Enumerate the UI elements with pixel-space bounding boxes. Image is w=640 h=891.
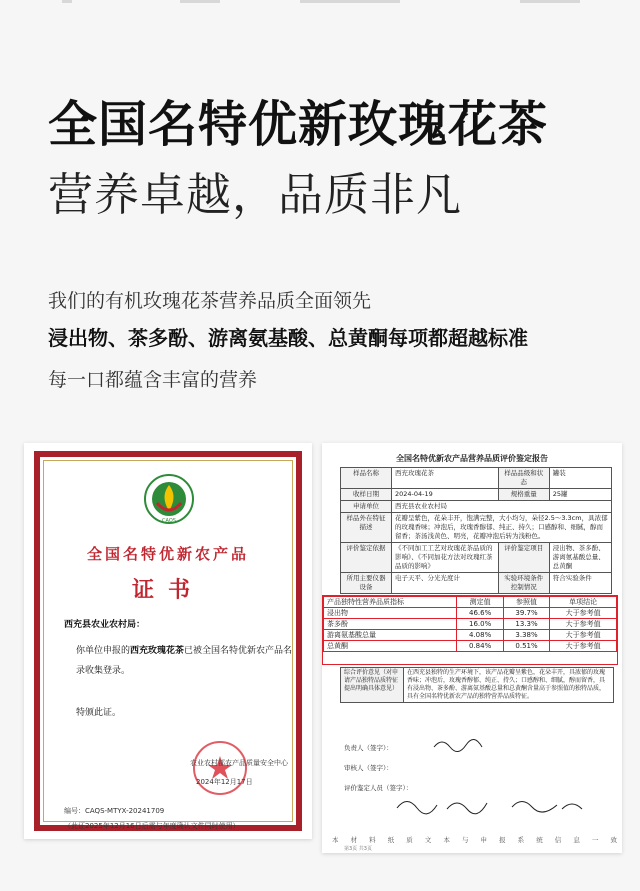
table-header-cell: 产品独特性营养品质指标 — [324, 597, 457, 608]
table-cell: 0.51% — [503, 641, 549, 652]
table-cell: 3.38% — [503, 630, 549, 641]
signature-line-1: 负责人（签字）： — [344, 744, 393, 752]
intro-line-2: 浸出物、茶多酚、游离氨基酸、总黄酮每项都超越标准 — [48, 326, 528, 350]
table-cell: 罐装 — [549, 468, 611, 489]
certificate-body — [76, 641, 296, 681]
report-title: 全国名特优新农产品营养品质评价鉴定报告 — [396, 454, 548, 463]
report-footer: 本 材 料 纸 质 文 本 与 申 报 系 统 信 息 一 致 — [332, 836, 622, 844]
table-cell: 浸出物 — [324, 608, 457, 619]
headline: 全国名特优新玫瑰花茶 — [48, 96, 549, 153]
certificate-subtitle: 证书 — [131, 578, 204, 603]
table-cell: 实验环境条件控制情况 — [498, 573, 549, 594]
table-row — [341, 489, 612, 501]
table-header-cell: 参照值 — [503, 597, 549, 608]
certificate-body-suffix: 已被全国名特优新农产品名录收集登录。 — [76, 646, 293, 676]
table-row — [324, 608, 617, 619]
table-cell: 大于参考值 — [550, 641, 617, 652]
table-row — [341, 573, 612, 594]
page-number: 第3页 共3页 — [344, 846, 372, 852]
table-row — [324, 630, 617, 641]
table-cell: 规格重量 — [498, 489, 549, 501]
table-cell: 评价鉴定项目 — [498, 543, 549, 573]
table-cell: 申请单位 — [341, 501, 392, 513]
table-cell: 游离氨基酸总量 — [324, 630, 457, 641]
table-row — [324, 619, 617, 630]
table-cell: 收样日期 — [341, 489, 392, 501]
table-cell: 13.3% — [503, 619, 549, 630]
table-row — [341, 543, 612, 573]
highlight-table-box — [322, 595, 618, 665]
table-header-cell: 测定值 — [457, 597, 503, 608]
certificate — [24, 443, 312, 839]
table-cell: 大于参考值 — [550, 630, 617, 641]
nutrition-table — [323, 596, 617, 652]
table-cell: 花瓣呈紫色，花朵丰开，饱满完整，大小均匀，朵径2.5～3.3cm，具浓郁的玫瑰香味；冲泡后，玫瑰香醇郁、纯正、持久；口感醇和、细腻，醇而留香；茶汤浅黄色、明亮，花瓣冲泡后转为浅粉色。 — [392, 513, 612, 543]
table-header-cell: 单项结论 — [550, 597, 617, 608]
evaluation-report — [322, 443, 622, 853]
table-cell: 电子天平、分光光度计 — [392, 573, 499, 594]
signature-line-3: 评价鉴定人员（签字）： — [344, 784, 413, 792]
table-cell: 39.7% — [503, 608, 549, 619]
certificate-date: 2024年12月17日 — [196, 778, 253, 786]
table-cell: 0.84% — [457, 641, 503, 652]
table-cell: 25罐 — [549, 489, 611, 501]
table-cell: 浸出物、茶多酚、游离氨基酸总量、总黄酮 — [549, 543, 611, 573]
certificate-product: 西充玫瑰花茶 — [130, 646, 185, 656]
table-row — [324, 641, 617, 652]
table-cell: 西充玫瑰花茶 — [392, 468, 499, 489]
table-row — [324, 597, 617, 608]
handwritten-signatures-icon — [392, 793, 592, 817]
certificate-note: （此证2025年12月16日后需与年度确认文件同时使用） — [64, 822, 240, 830]
opinion-label: 综合评价意见（对申请产品独特品质特征提出明确具体意见） — [341, 668, 404, 702]
table-cell: 样品名称 — [341, 468, 392, 489]
table-cell: 大于参考值 — [550, 608, 617, 619]
opinion-box — [340, 667, 614, 703]
signature-scribble-icon — [430, 735, 490, 755]
table-cell: 样品品级和状态 — [498, 468, 549, 489]
table-cell: 总黄酮 — [324, 641, 457, 652]
table-cell: 茶多酚 — [324, 619, 457, 630]
table-cell: 16.0% — [457, 619, 503, 630]
table-row — [341, 468, 612, 489]
table-cell: 评价鉴定依据 — [341, 543, 392, 573]
table-cell: 所用主要仪器设备 — [341, 573, 392, 594]
table-cell: 样品外在特征描述 — [341, 513, 392, 543]
intro-line-1: 我们的有机玫瑰花茶营养品质全面领先 — [48, 290, 372, 312]
table-cell: 符合实验条件 — [549, 573, 611, 594]
table-cell: 46.6% — [457, 608, 503, 619]
opinion-text: 在西充县独特的生产环境下，该产品花瓣呈紫色，花朵丰开，具浓郁的玫瑰香味；冲泡后，玫瑰香醇郁、纯正、持久；口感醇和、细腻，醇而留香，具有浸出物、茶多酚、游离氨基酸总量和总黄酮含量高于参照值的独特品质，具有全国名特优新农产品的独特营养品质特征。 — [407, 669, 606, 700]
report-table — [340, 467, 612, 594]
certificate-body-prefix: 你单位申报的 — [76, 646, 131, 656]
certificate-recipient: 西充县农业农村局： — [64, 620, 146, 630]
red-seal-icon — [192, 740, 248, 796]
table-row — [341, 513, 612, 543]
logo-text: CAQS — [162, 518, 176, 524]
intro-line-3: 每一口都蕴含丰富的营养 — [48, 369, 258, 391]
table-cell: 《不同加工工艺对玫瑰花茶品质的影响》、《不同加花方法对玫瑰红茶品质的影响》 — [392, 543, 499, 573]
signature-line-2: 审核人（签字）： — [344, 764, 393, 772]
certificate-code: 编号：CAQS-MTYX-20241709 — [64, 807, 165, 815]
certificate-title: 全国名特优新农产品 — [86, 545, 249, 563]
certificate-issuer: 农业农村部农产品质量安全中心 — [190, 759, 288, 767]
certificate-closing: 特颁此证。 — [76, 708, 122, 718]
top-divider — [0, 0, 640, 6]
caqs-logo-icon — [143, 473, 195, 525]
table-row — [341, 501, 612, 513]
table-cell: 4.08% — [457, 630, 503, 641]
table-cell: 2024-04-19 — [392, 489, 499, 501]
subheadline: 营养卓越，品质非凡 — [48, 168, 463, 221]
table-cell: 西充县农业农村局 — [392, 501, 612, 513]
table-cell: 大于参考值 — [550, 619, 617, 630]
